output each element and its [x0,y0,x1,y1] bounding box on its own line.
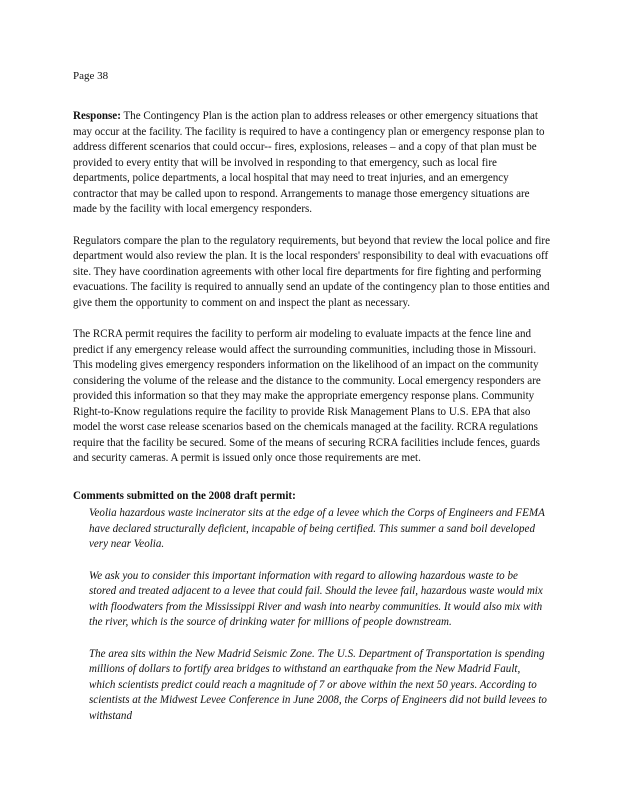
response-paragraph-2: Regulators compare the plan to the regulatory requirements, but beyond that review the local police and fire department would also review the plan. It is the local responders' responsibility to deal with evacuations off site. They have coordination agreements with other local fire departments for fire fighting and performing evacuations. The facility is required to annually send an update of the contingency plan to those entities and give them the opportunity to comment on and inspect the plant as necessary. [73,234,550,309]
response-paragraph-3: The RCRA permit requires the facility to perform air modeling to evaluate impacts at the fence line and predict if any emergency release would affect the surrounding communities, including those in Missouri. This modeling gives emergency responders information on the likelihood of an impact on the community considering the volume of the release and the distance to the community. Local emergency responders are provided this information so that they may make the appropriate emergency response plans. Community Right-to-Know regulations require the facility to provide Risk Management Plans to U.S. EPA that also model the worst case release scenarios based on the chemicals managed at the facility. RCRA regulations require that the facility be secured. Some of the means of securing RCRA facilities include fences, guards and security cameras. A permit is issued only once those requirements are met. [73,328,541,464]
comments-section [89,506,547,740]
response-text-1: The Contingency Plan is the action plan to address releases or other emergency situations that may occur at the facility. The facility is required to have a contingency plan or emergency response plan to address different scenarios that could occur-- fires, explosions, releases – and a copy of that plan must be provided to every entity that will be involved in responding to that emergency, such as local fire departments, police departments, a local hospital that may need to treat injuries, and an emergency contractor that may be called upon to respond. Arrangements to manage those emergency situations are made by the facility with local emergency responders. [73,110,545,215]
comment-paragraph-2: We ask you to consider this important information with regard to allowing hazardous waste to be stored and treated adjacent to a levee that could fail. Should the levee fail, hazardous waste would mix with floodwaters from the Mississippi River and wash into nearby communities. It would also mix with the river, which is the source of drinking water for millions of people downstream. [89,569,543,628]
page-number: Page 38 [73,70,109,82]
comment-paragraph-1: Veolia hazardous waste incinerator sits at the edge of a levee which the Corps of Engineers and FEMA have declared structurally deficient, incapable of being certified. This summer a sand boil developed very near Veolia. [89,507,545,550]
comments-heading: Comments submitted on the 2008 draft permit: [73,490,296,502]
response-label: Response: [73,110,121,122]
response-section [73,109,551,483]
response-paragraph-1 [73,109,551,218]
comment-paragraph-3: The area sits within the New Madrid Seismic Zone. The U.S. Department of Transportation is spending millions of dollars to fortify area bridges to withstand an earthquake from the New Madrid Fault, which scientists predict could reach a magnitude of 7 or above within the next 50 years. According to scientists at the Midwest Levee Conference in June 2008, the Corps of Engineers did not build levees to withstand [89,647,547,722]
